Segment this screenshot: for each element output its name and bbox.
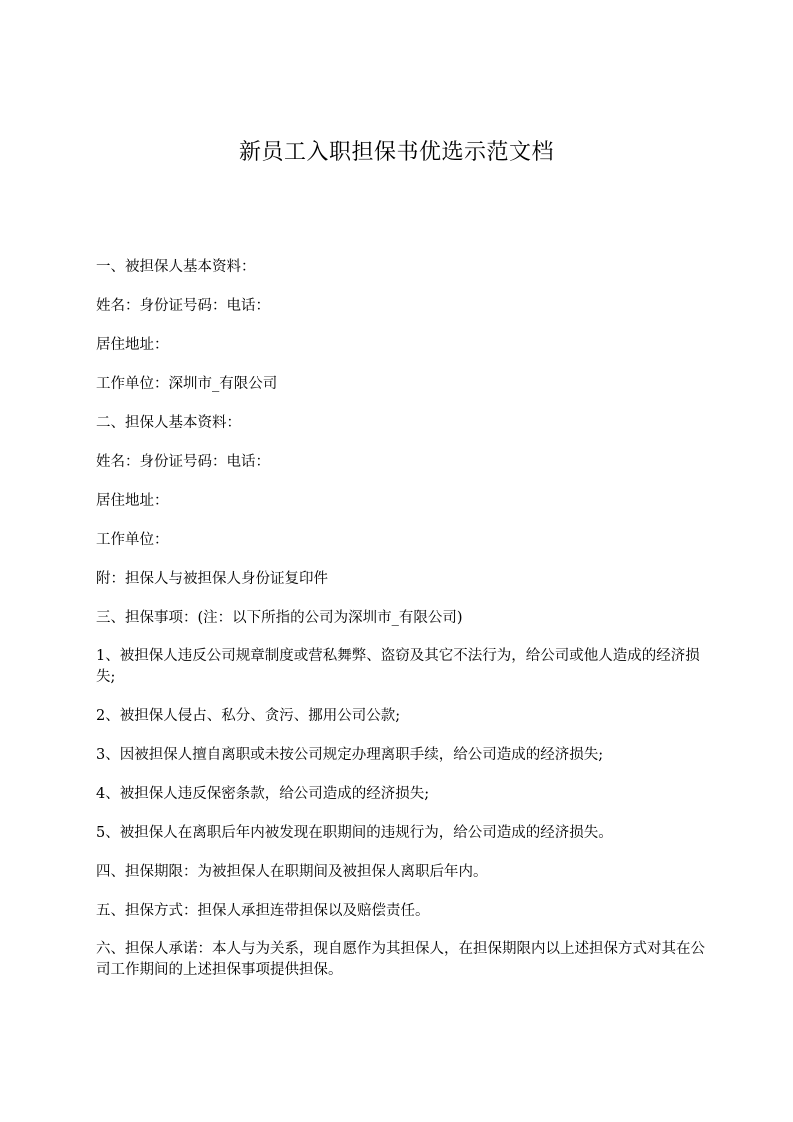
guarantee-item-1: 1、被担保人违反公司规章制度或营私舞弊、盗窃及其它不法行为，给公司或他人造成的经济损失; [96, 648, 700, 685]
guarantee-item-2: 2、被担保人侵占、私分、贪污、挪用公司公款; [96, 708, 401, 724]
section-guarantee-period: 四、担保期限：为被担保人在职期间及被担保人离职后年内。 [96, 864, 488, 880]
attachment-note: 附：担保人与被担保人身份证复印件 [96, 571, 328, 587]
guarantor-address: 居住地址： [96, 493, 169, 509]
guarantee-item-3: 3、因被担保人擅自离职或未按公司规定办理离职手续，给公司造成的经济损失; [96, 747, 604, 763]
guarantor-name-id-phone: 姓名：身份证号码：电话： [96, 454, 270, 470]
section-guarantee-items-heading: 三、担保事项：(注：以下所指的公司为深圳市_有限公司) [96, 610, 463, 626]
section-guaranteed-info-heading: 一、被担保人基本资料： [96, 259, 256, 275]
guarantee-item-4: 4、被担保人违反保密条款，给公司造成的经济损失; [96, 786, 430, 802]
guaranteed-employer: 工作单位：深圳市_有限公司 [96, 376, 278, 392]
section-guarantor-commitment: 六、担保人承诺：本人与为关系，现自愿作为其担保人，在担保期限内以上述担保方式对其在公司工作期间的上述担保事项提供担保。 [96, 941, 705, 978]
document-body [96, 256, 708, 998]
guaranteed-address: 居住地址： [96, 337, 169, 353]
document-title: 新员工入职担保书优选示范文档 [238, 140, 554, 165]
section-guarantee-method: 五、担保方式：担保人承担连带担保以及赔偿责任。 [96, 903, 430, 919]
guaranteed-name-id-phone: 姓名：身份证号码：电话： [96, 298, 270, 314]
section-guarantor-info-heading: 二、担保人基本资料： [96, 415, 241, 431]
guarantor-employer: 工作单位： [96, 532, 169, 548]
guarantee-item-5: 5、被担保人在离职后年内被发现在职期间的违规行为，给公司造成的经济损失。 [96, 825, 613, 841]
